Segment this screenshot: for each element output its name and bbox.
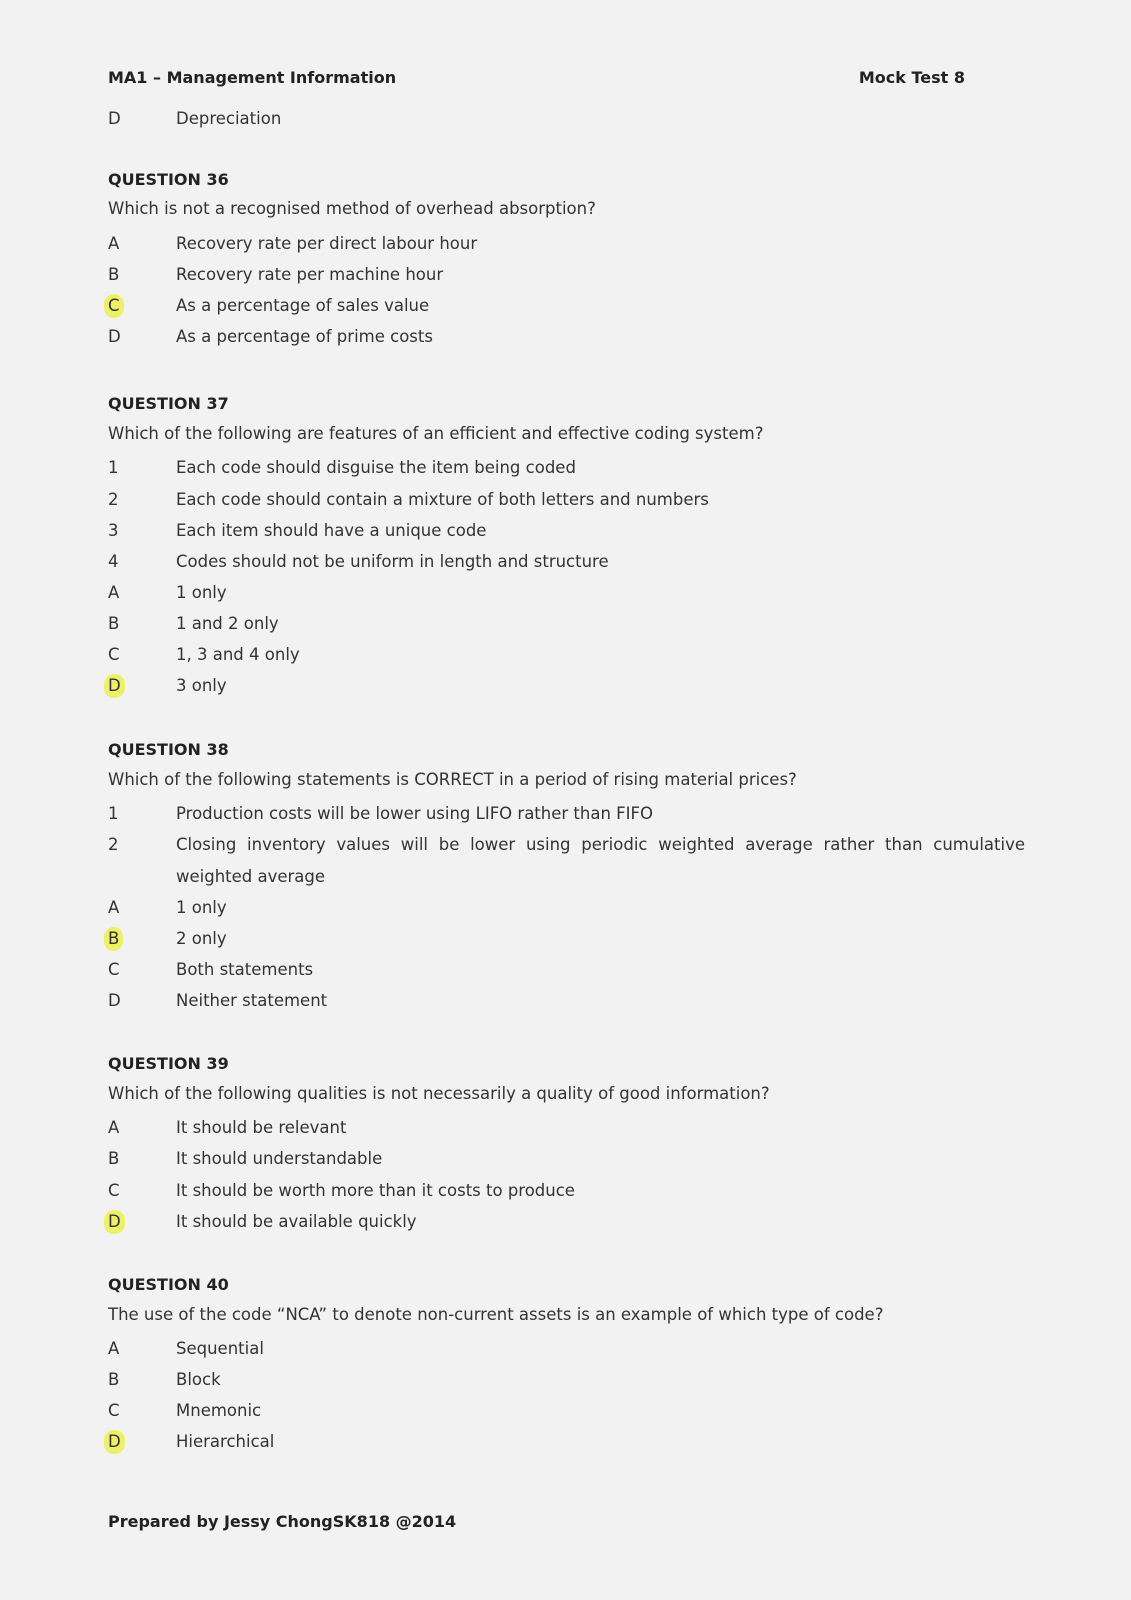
question-text: Which is not a recognised method of overhead absorption?	[108, 199, 596, 218]
option-label: D	[108, 991, 121, 1010]
answer-highlight: D	[104, 1210, 125, 1234]
option-row	[108, 1333, 1025, 1365]
page-footer: Prepared by Jessy ChongSK818 @2014	[108, 1512, 457, 1531]
option-row	[108, 1175, 1025, 1207]
option-text: As a percentage of sales value	[176, 296, 430, 315]
option-text: 1 only	[176, 583, 227, 602]
option-text: Mnemonic	[176, 1401, 262, 1420]
question-text: Which of the following qualities is not necessarily a quality of good information?	[108, 1084, 770, 1103]
option-text: 2 only	[176, 929, 227, 948]
option-label: A	[108, 1339, 120, 1358]
option-label: C	[108, 1181, 120, 1200]
statement-row	[108, 452, 1025, 484]
course-title: MA1 – Management Information	[108, 68, 397, 87]
option-row	[108, 985, 1025, 1017]
option-row-answer	[108, 1426, 1025, 1458]
question-title: QUESTION 36	[108, 170, 229, 189]
statement-row	[108, 515, 1025, 547]
question-title: QUESTION 39	[108, 1054, 229, 1073]
question-text: The use of the code “NCA” to denote non-current assets is an example of which type of code?	[108, 1305, 884, 1324]
test-title: Mock Test 8	[858, 68, 965, 87]
statement-text: Production costs will be lower using LIFO rather than FIFO	[176, 804, 653, 823]
statement-text: Each code should disguise the item being coded	[176, 458, 576, 477]
option-text: 1 and 2 only	[176, 614, 279, 633]
option-text: It should be available quickly	[176, 1212, 417, 1231]
statement-row	[108, 798, 1025, 830]
option-row	[108, 321, 1025, 353]
option-text: Neither statement	[176, 991, 328, 1010]
option-text: Sequential	[176, 1339, 264, 1358]
statement-label: 1	[108, 804, 119, 823]
statement-text: Codes should not be uniform in length and structure	[176, 552, 609, 571]
option-label: B	[108, 265, 120, 284]
option-text: As a percentage of prime costs	[176, 327, 433, 346]
option-text: Depreciation	[176, 109, 282, 128]
option-label: C	[108, 1401, 120, 1420]
option-row	[108, 639, 1025, 671]
option-text: 3 only	[176, 676, 227, 695]
option-text: It should understandable	[176, 1149, 383, 1168]
statement-label: 3	[108, 521, 119, 540]
option-row	[108, 259, 1025, 291]
question-text: Which of the following are features of an efficient and effective coding system?	[108, 424, 764, 443]
option-label: C	[108, 960, 120, 979]
question-text: Which of the following statements is CORRECT in a period of rising material prices?	[108, 770, 797, 789]
answer-highlight: D	[104, 1430, 125, 1454]
option-text: 1, 3 and 4 only	[176, 645, 300, 664]
question-title: QUESTION 38	[108, 740, 229, 759]
option-label: A	[108, 234, 120, 253]
option-text: It should be relevant	[176, 1118, 347, 1137]
statement-label: 2	[108, 490, 119, 509]
option-row	[108, 954, 1025, 986]
option-row	[108, 1112, 1025, 1144]
answer-highlight: B	[104, 927, 123, 951]
statement-row	[108, 829, 1025, 892]
option-text: 1 only	[176, 898, 227, 917]
option-row	[108, 228, 1025, 260]
statement-row	[108, 546, 1025, 578]
statement-label: 4	[108, 552, 119, 571]
statement-text: Each item should have a unique code	[176, 521, 487, 540]
carryover-option	[108, 103, 1025, 135]
question-title: QUESTION 37	[108, 394, 229, 413]
statement-row	[108, 484, 1025, 516]
option-row-answer	[108, 1206, 1025, 1238]
option-row	[108, 577, 1025, 609]
question-title: QUESTION 40	[108, 1275, 229, 1294]
statement-text: Each code should contain a mixture of both letters and numbers	[176, 490, 709, 509]
option-label: A	[108, 1118, 120, 1137]
option-label: D	[108, 109, 121, 128]
option-row	[108, 608, 1025, 640]
option-text: Recovery rate per direct labour hour	[176, 234, 478, 253]
option-row-answer	[108, 290, 1025, 322]
option-label: A	[108, 898, 120, 917]
option-row	[108, 1143, 1025, 1175]
option-label: B	[108, 1149, 120, 1168]
option-text: Recovery rate per machine hour	[176, 265, 444, 284]
option-row	[108, 1364, 1025, 1396]
option-row	[108, 1395, 1025, 1427]
option-label: B	[108, 614, 120, 633]
page-header	[108, 68, 965, 87]
option-label: A	[108, 583, 120, 602]
option-text: Both statements	[176, 960, 314, 979]
option-row	[108, 892, 1025, 924]
statement-text: Closing inventory values will be lower using periodic weighted average rather than cumulative weighted average	[176, 835, 1025, 886]
option-text: Hierarchical	[176, 1432, 275, 1451]
option-text: It should be worth more than it costs to produce	[176, 1181, 575, 1200]
statement-label: 2	[108, 835, 119, 854]
option-label: B	[108, 1370, 120, 1389]
option-label: C	[108, 645, 120, 664]
option-row-answer	[108, 670, 1025, 702]
option-text: Block	[176, 1370, 221, 1389]
answer-highlight: C	[104, 294, 124, 318]
statement-label: 1	[108, 458, 119, 477]
option-row-answer	[108, 923, 1025, 955]
answer-highlight: D	[104, 674, 125, 698]
option-label: D	[108, 327, 121, 346]
